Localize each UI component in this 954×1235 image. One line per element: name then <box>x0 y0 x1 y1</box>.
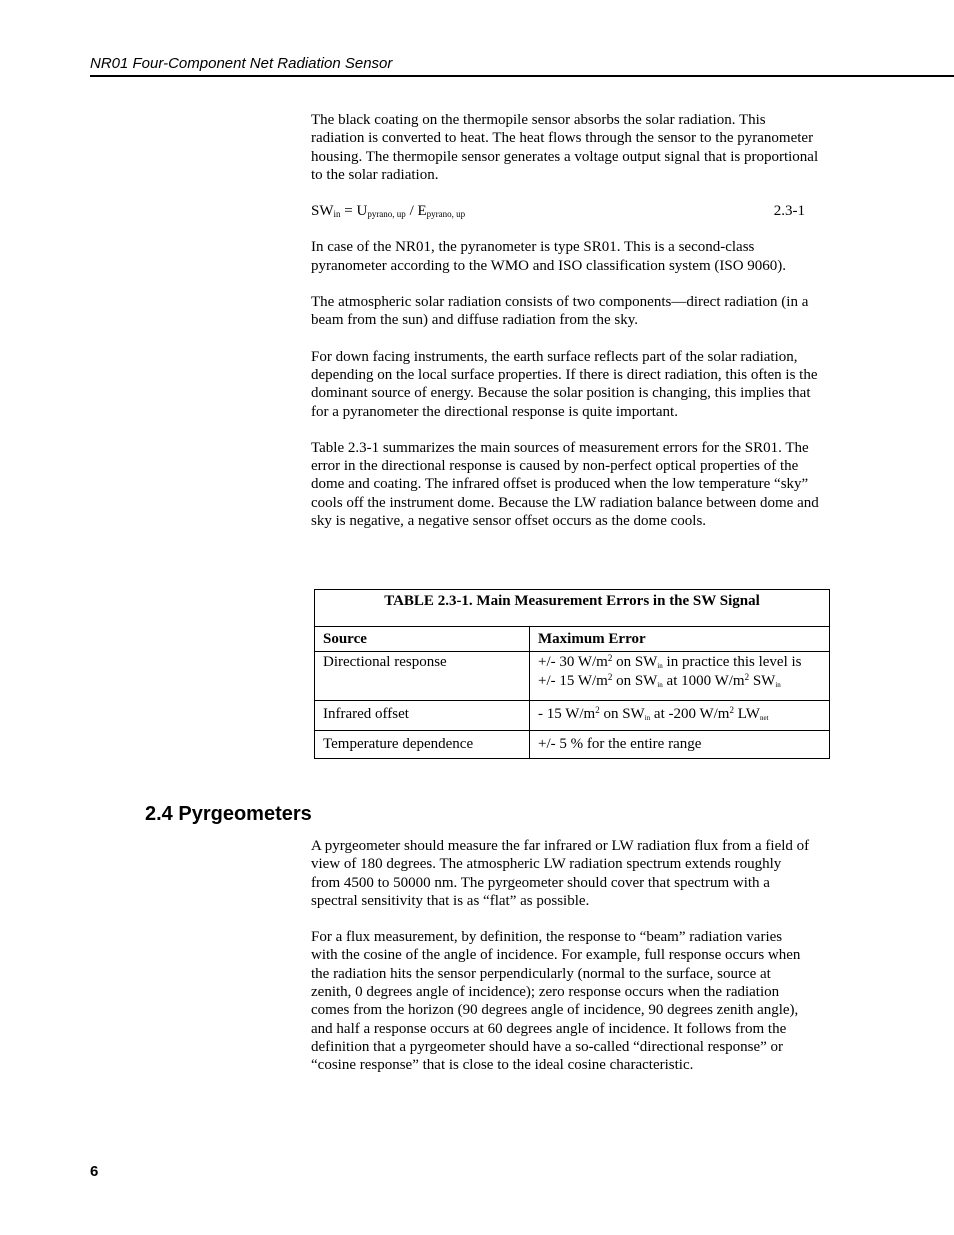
paragraph-sr01: In case of the NR01, the pyranometer is type SR01. This is a second-class pyranometer according to the WMO and ISO classification system (ISO 9060). <box>311 239 787 274</box>
paragraph-table-summary: Table 2.3-1 summarizes the main sources of measurement errors for the SR01. The error in the directional response is caused by non-perfect optical properties of the dome and coating. The infrared offset is produced when the low temperature “sky” cools off the instrument dome. Because the LW radiation balance between dome and sky is negative, a negative sensor offset occurs as the dome cools. <box>311 439 819 530</box>
table-row <box>315 731 829 759</box>
cell-error: +/- 5 % for the entire range <box>530 731 830 759</box>
paragraph-components: The atmospheric solar radiation consists of two components—direct radiation (in a beam from the sun) and diffuse radiation from the sky. <box>311 294 809 329</box>
paragraph-cosine-response: For a flux measurement, by definition, the response to “beam” radiation varies with the cosine of the angle of incidence. For example, full response occurs when the radiation hits the sensor perpendicularly (normal to the surface, source at zenith, 0 degrees angle of incidence); zero response occurs when the radiation comes from the horizon (90 degrees angle of incidence, 90 degrees zenith angle), and half a response occurs at 60 degrees angle of incidence. It follows from the definition that a pyrgeometer should have a so-called “directional response” or “cosine response” that is close to the ideal cosine characteristic. <box>311 929 801 1074</box>
equation-2-3-1 <box>311 202 805 220</box>
section-heading: 2.4 Pyrgeometers <box>145 803 312 825</box>
table-header-row <box>315 627 829 652</box>
column-header-max-error: Maximum Error <box>530 627 830 652</box>
error-table <box>314 589 830 759</box>
cell-source: Temperature dependence <box>315 731 530 759</box>
paragraph-pyrgeometer-intro: A pyrgeometer should measure the far infrared or LW radiation flux from a field of view of 180 degrees. The atmospheric LW radiation spectrum extends roughly from 4500 to 50000 nm. The pyrgeometer should cover that spectrum with a spectral sensitivity that is as “flat” as possible. <box>311 838 810 909</box>
equation-number: 2.3-1 <box>773 203 805 220</box>
equation-body: $SW_{in} = U_{pyrano, up} / E_{pyrano, up}$ <box>311 203 466 220</box>
column-header-source: Source <box>315 627 530 652</box>
cell-source: Directional response <box>315 652 530 701</box>
table-row <box>315 652 829 701</box>
paragraph-down-facing: For down facing instruments, the earth surface reflects part of the solar radiation, depending on the local surface properties. If there is direct radiation, this often is the dominant source of energy. Because the solar position is changing, this implies that for a pyranometer the directional response is quite important. <box>311 348 818 420</box>
table-row <box>315 701 829 731</box>
cell-source: Infrared offset <box>315 701 530 731</box>
header-title: NR01 Four-Component Net Radiation Sensor <box>90 55 393 72</box>
cell-error: - 15 $W/m^2$ on $SW_{in}$ at -200 $W/m^2$ $LW_{net}$ <box>530 701 830 731</box>
page-number: 6 <box>90 1163 99 1180</box>
paragraph-thermopile: The black coating on the thermopile sensor absorbs the solar radiation. This radiation is converted to heat. The heat flows through the sensor to the pyranometer housing. The thermopile sensor generates a voltage output signal that is proportional to the solar radiation. <box>311 112 819 183</box>
body-text-top <box>311 111 821 548</box>
table-caption: TABLE 2.3-1. Main Measurement Errors in the SW Signal <box>315 590 829 627</box>
running-header <box>90 55 954 77</box>
cell-error: +/- 30 $W/m^2$ on $SW_{in}$ in practice this level is +/- 15 $W/m^2$ on $SW_{in}$ at 1000 $W/m^2$ $SW_{in}$ <box>530 652 830 701</box>
body-text-pyrgeometers <box>311 837 811 1093</box>
